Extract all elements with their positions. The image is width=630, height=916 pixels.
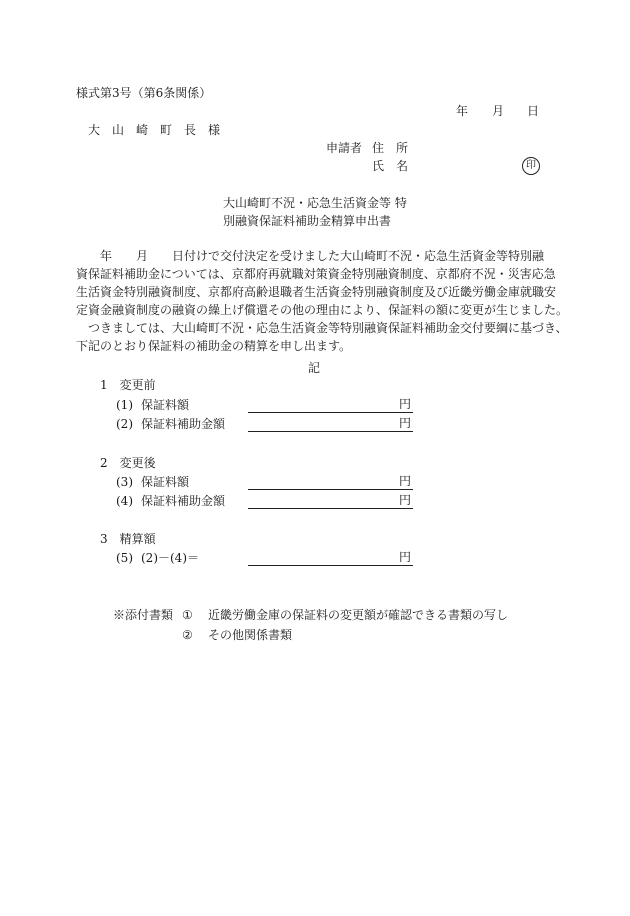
item-number: (1)	[116, 398, 133, 412]
date-year: 年	[456, 104, 469, 118]
attachment-text: その他関係書類	[208, 628, 293, 642]
applicant-label: 申請者	[326, 141, 363, 155]
body-line-4: 定資金融資制度の融資の繰上げ償還その他の理由により、保証料の額に変更が生じました。	[76, 303, 569, 317]
addressee: 大 山 崎 町 長 様	[88, 123, 221, 137]
section-heading: 1 変更前	[100, 378, 156, 392]
body-line-2: 資保証料補助金については、京都府再就職対策資金特別融資制度、京都府不況・災害応急	[76, 267, 556, 281]
amount-field[interactable]	[248, 396, 413, 413]
form-number: 様式第3号（第6条関係）	[76, 86, 212, 100]
yen-unit: 円	[398, 550, 411, 564]
yen-unit: 円	[398, 416, 411, 430]
amount-field[interactable]	[248, 492, 413, 509]
attachments-label: ※添付書類	[113, 608, 174, 622]
address-label: 住 所	[372, 141, 409, 155]
yen-unit: 円	[398, 474, 411, 488]
amount-field[interactable]	[248, 549, 413, 566]
body-line-6: 下記のとおり保証料の補助金の精算を申し出ます。	[76, 339, 352, 353]
item-label: 保証料額	[141, 475, 190, 489]
date-month: 月	[492, 104, 505, 118]
name-label: 氏 名	[372, 159, 409, 173]
item-number: (3)	[116, 475, 133, 489]
item-number: (4)	[116, 494, 133, 508]
body-line-3: 生活資金特別融資制度、京都府高齢退職者生活資金特別融資制度及び近畿労働金庫就職安	[76, 285, 557, 299]
body-line-5: つきましては、大山崎町不況・応急生活資金等特別融資保証料補助金交付要綱に基づき、	[88, 321, 568, 335]
attachment-text: 近畿労働金庫の保証料の変更額が確認できる書類の写し	[208, 608, 509, 622]
yen-unit: 円	[398, 493, 411, 507]
date-day: 日	[527, 104, 540, 118]
amount-field[interactable]	[248, 473, 413, 490]
section-heading: 2 変更後	[100, 456, 156, 470]
item-number: (5)	[116, 551, 133, 565]
body-line-1: 年 月 日付けで交付決定を受けました大山崎町不況・応急生活資金等特別融	[76, 249, 545, 263]
item-label: (2)－(4)＝	[141, 551, 199, 565]
attachment-mark: ①	[182, 608, 193, 622]
yen-unit: 円	[398, 397, 411, 411]
title-line-1: 大山崎町不況・応急生活資金等 特	[223, 196, 407, 210]
section-heading: 3 精算額	[100, 532, 156, 546]
ki-mark: 記	[308, 361, 321, 375]
item-label: 保証料額	[141, 398, 190, 412]
amount-field[interactable]	[248, 415, 413, 432]
item-label: 保証料補助金額	[141, 417, 226, 431]
title-line-2: 別融資保証料補助金精算申出書	[223, 214, 392, 228]
attachment-mark: ②	[182, 628, 193, 642]
item-number: (2)	[116, 417, 133, 431]
item-label: 保証料補助金額	[141, 494, 226, 508]
seal-mark: 印	[522, 157, 540, 175]
